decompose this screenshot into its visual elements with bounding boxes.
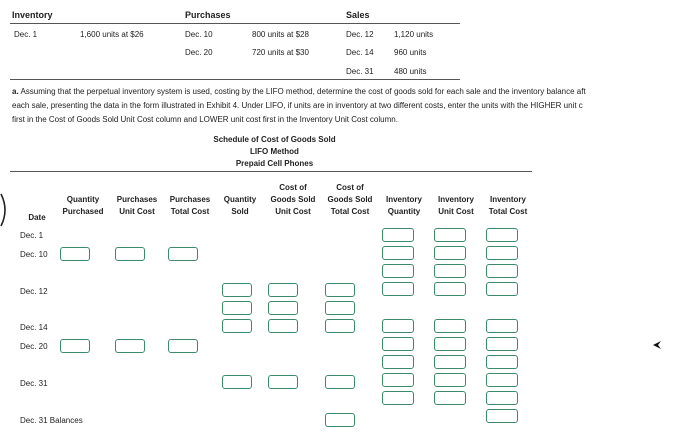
dec12-quantity-sold-input[interactable] bbox=[222, 319, 252, 333]
inventory-quantity-input[interactable] bbox=[382, 246, 414, 260]
sale-units: 1,120 units bbox=[394, 30, 434, 39]
col-quantity-purchased: Quantity Purchased bbox=[62, 195, 104, 216]
inventory-unit-cost-input[interactable] bbox=[434, 391, 466, 405]
col-purchases-total-cost: Purchases Total Cost bbox=[169, 195, 211, 216]
dec20-quantity-purchased-input[interactable] bbox=[60, 339, 90, 353]
dec31-cogs-total-cost-input[interactable] bbox=[325, 375, 355, 389]
inventory-quantity-input[interactable] bbox=[382, 319, 414, 333]
dec12-cogs-total-cost-input[interactable] bbox=[325, 283, 355, 297]
row-label-dec-1: Dec. 1 bbox=[20, 231, 44, 240]
sale-units: 480 units bbox=[394, 67, 427, 76]
dec12-cogs-unit-cost-input[interactable] bbox=[268, 301, 298, 315]
table-bottom-divider bbox=[10, 79, 460, 80]
row-label-dec-31-balances: Dec. 31 Balances bbox=[20, 416, 83, 425]
purchase-units: 800 units at $28 bbox=[252, 30, 309, 39]
inventory-total-cost-input[interactable] bbox=[486, 228, 518, 242]
col-inventory-quantity: Inventory Quantity bbox=[385, 195, 422, 216]
inventory-quantity-input[interactable] bbox=[382, 282, 414, 296]
inventory-unit-cost-input[interactable] bbox=[434, 246, 466, 260]
inventory-total-cost-input[interactable] bbox=[486, 264, 518, 278]
row-label-dec-31: Dec. 31 bbox=[20, 379, 48, 388]
row-label-dec-14: Dec. 14 bbox=[20, 323, 48, 332]
inventory-unit-cost-input[interactable] bbox=[434, 228, 466, 242]
inventory-quantity-input[interactable] bbox=[382, 228, 414, 242]
collapse-bracket-icon bbox=[0, 193, 10, 227]
inventory-total-cost-input[interactable] bbox=[486, 373, 518, 387]
dec12-cogs-unit-cost-input[interactable] bbox=[268, 319, 298, 333]
inventory-unit-cost-input[interactable] bbox=[434, 282, 466, 296]
inventory-unit-cost-input[interactable] bbox=[434, 337, 466, 351]
purchase-date: Dec. 20 bbox=[185, 48, 213, 57]
inventory-quantity-input[interactable] bbox=[382, 373, 414, 387]
dec12-cogs-unit-cost-input[interactable] bbox=[268, 283, 298, 297]
inventory-total-cost-input[interactable] bbox=[486, 355, 518, 369]
inventory-quantity-input[interactable] bbox=[382, 355, 414, 369]
dec10-purchases-total-cost-input[interactable] bbox=[168, 247, 198, 261]
row-label-dec-20: Dec. 20 bbox=[20, 342, 48, 351]
col-inventory-total-cost: Inventory Total Cost bbox=[488, 195, 528, 216]
dec10-quantity-purchased-input[interactable] bbox=[60, 247, 90, 261]
col-inventory-unit-cost: Inventory Unit Cost bbox=[437, 195, 474, 216]
schedule-title: Schedule of Cost of Goods Sold bbox=[213, 135, 336, 144]
sales-header: Sales bbox=[346, 10, 370, 20]
dec31-quantity-sold-input[interactable] bbox=[222, 375, 252, 389]
sale-date: Dec. 14 bbox=[346, 48, 374, 57]
dec20-purchases-unit-cost-input[interactable] bbox=[115, 339, 145, 353]
instructions-line-2: each sale, presenting the data in the form illustrated in Exhibit 4. Under LIFO, if units are in inventory at two different costs, enter the units with the HIGHER unit c bbox=[12, 101, 583, 110]
dec12-quantity-sold-input[interactable] bbox=[222, 283, 252, 297]
inventory-total-cost-input[interactable] bbox=[486, 282, 518, 296]
mouse-cursor-icon bbox=[652, 340, 662, 350]
purchase-units: 720 units at $30 bbox=[252, 48, 309, 57]
inventory-total-cost-input[interactable] bbox=[486, 409, 518, 423]
dec20-purchases-total-cost-input[interactable] bbox=[168, 339, 198, 353]
instructions-text-1: Assuming that the perpetual inventory system is used, costing by the LIFO method, determine the cost of goods sold for each sale and the inventory balance aft bbox=[20, 87, 586, 96]
inventory-unit-cost-input[interactable] bbox=[434, 319, 466, 333]
total-cogs-input[interactable] bbox=[325, 413, 355, 427]
inventory-quantity-input[interactable] bbox=[382, 337, 414, 351]
dec31-cogs-unit-cost-input[interactable] bbox=[268, 375, 298, 389]
dec12-cogs-total-cost-input[interactable] bbox=[325, 301, 355, 315]
inventory-total-cost-input[interactable] bbox=[486, 391, 518, 405]
instructions-line-1 bbox=[12, 87, 586, 96]
dec12-quantity-sold-input[interactable] bbox=[222, 301, 252, 315]
schedule-top-divider bbox=[10, 171, 532, 172]
col-date: Date bbox=[28, 213, 46, 222]
col-cogs-total-cost: Cost of Goods Sold Total Cost bbox=[327, 183, 373, 216]
sale-date: Dec. 12 bbox=[346, 30, 374, 39]
instructions-marker: a. bbox=[12, 87, 19, 96]
inventory-header: Inventory bbox=[12, 10, 53, 20]
inventory-quantity-input[interactable] bbox=[382, 264, 414, 278]
inventory-unit-cost-input[interactable] bbox=[434, 355, 466, 369]
col-cogs-unit-cost: Cost of Goods Sold Unit Cost bbox=[270, 183, 316, 216]
row-label-dec-10: Dec. 10 bbox=[20, 250, 48, 259]
purchases-header: Purchases bbox=[185, 10, 231, 20]
dec10-purchases-unit-cost-input[interactable] bbox=[115, 247, 145, 261]
purchase-date: Dec. 10 bbox=[185, 30, 213, 39]
inventory-unit-cost-input[interactable] bbox=[434, 373, 466, 387]
dec12-cogs-total-cost-input[interactable] bbox=[325, 319, 355, 333]
row-label-dec-12: Dec. 12 bbox=[20, 287, 48, 296]
col-quantity-sold: Quantity Sold bbox=[223, 195, 257, 216]
schedule-method: LIFO Method bbox=[250, 147, 299, 156]
inventory-quantity-input[interactable] bbox=[382, 391, 414, 405]
inventory-unit-cost-input[interactable] bbox=[434, 264, 466, 278]
inventory-units: 1,600 units at $26 bbox=[80, 30, 144, 39]
inventory-date: Dec. 1 bbox=[14, 30, 38, 39]
inventory-total-cost-input[interactable] bbox=[486, 337, 518, 351]
inventory-total-cost-input[interactable] bbox=[486, 246, 518, 260]
col-purchases-unit-cost: Purchases Unit Cost bbox=[116, 195, 158, 216]
schedule-company: Prepaid Cell Phones bbox=[235, 159, 314, 168]
sale-date: Dec. 31 bbox=[346, 67, 374, 76]
header-divider bbox=[10, 23, 460, 24]
sale-units: 960 units bbox=[394, 48, 427, 57]
inventory-total-cost-input[interactable] bbox=[486, 319, 518, 333]
instructions-line-3: first in the Cost of Goods Sold Unit Cost column and LOWER unit cost first in the Inventory Unit Cost column. bbox=[12, 115, 398, 124]
